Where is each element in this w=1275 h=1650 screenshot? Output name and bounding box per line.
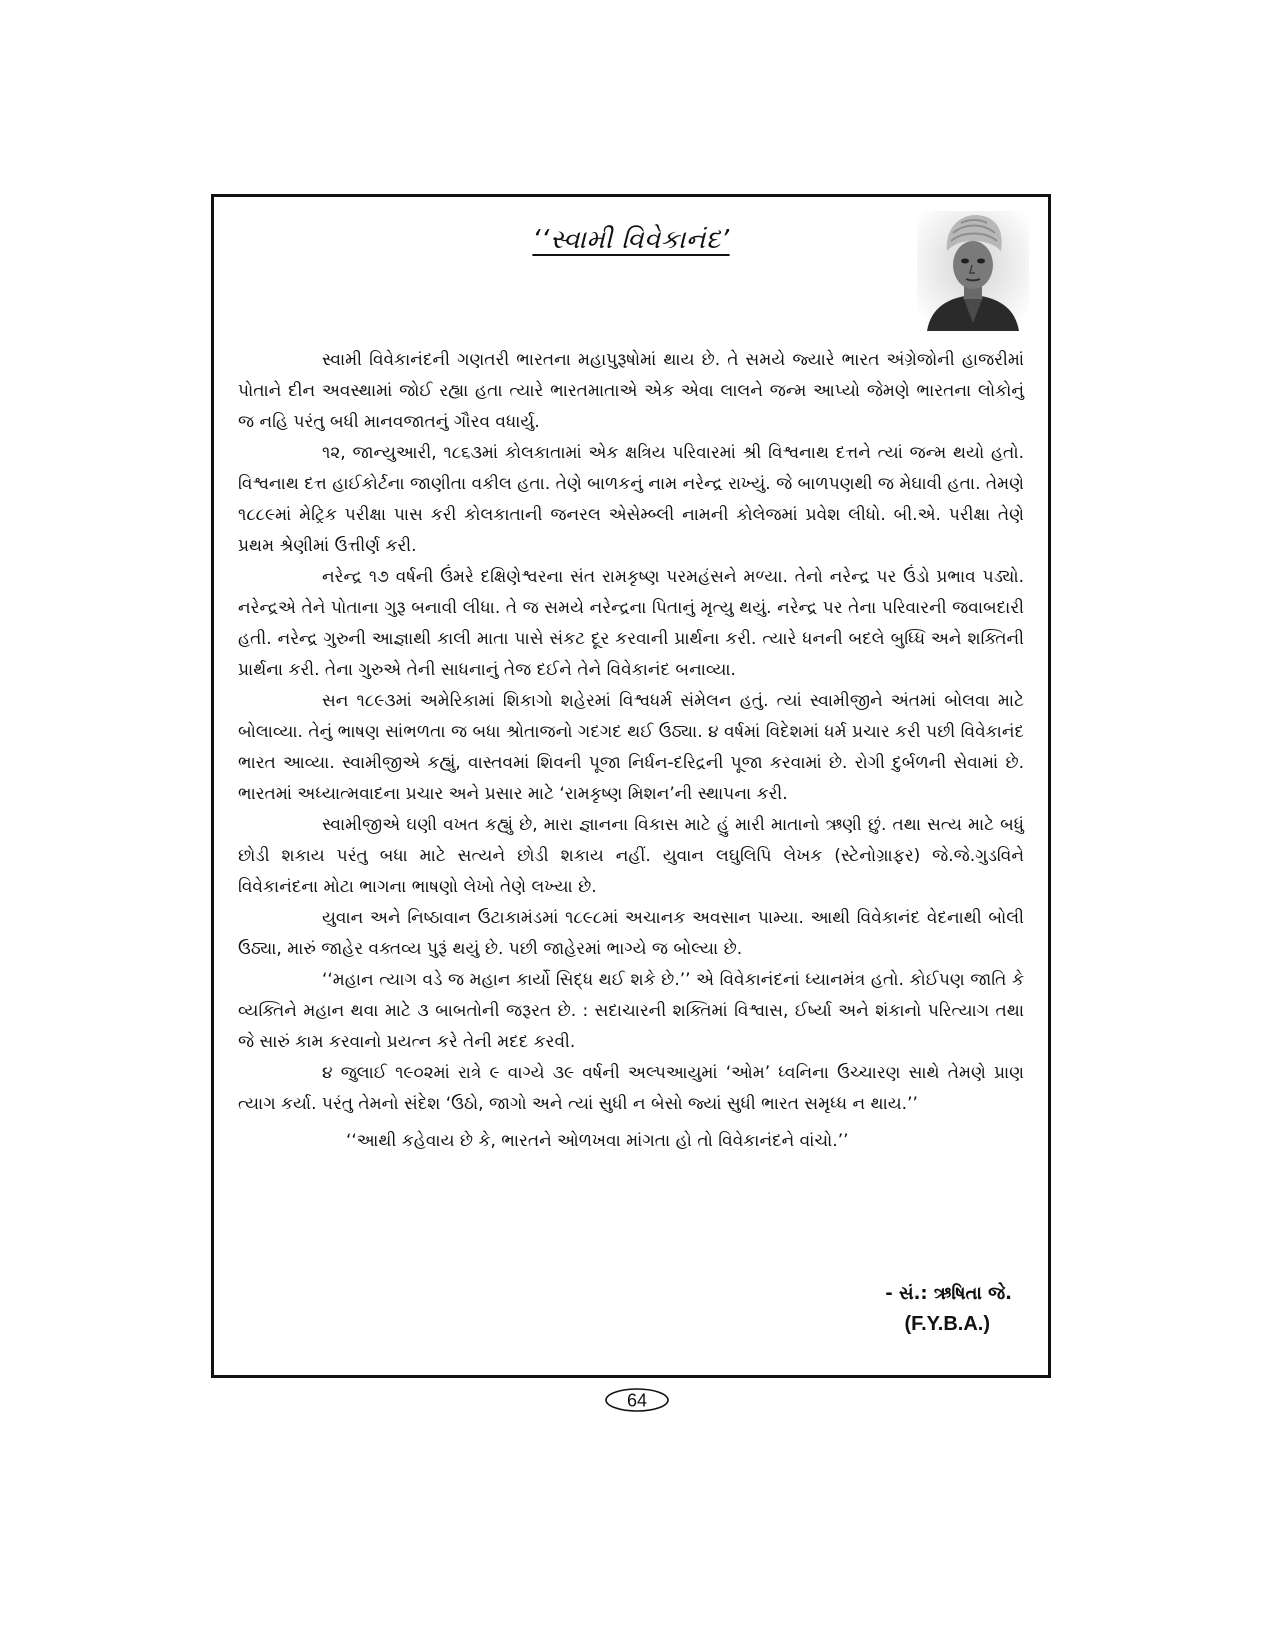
author-name: - સં.: ઋષિતા જે. [885, 1283, 1012, 1304]
author-class: (F.Y.B.A.) [904, 1313, 990, 1335]
page-number-text: 64 [626, 1390, 648, 1411]
paragraph: નરેન્દ્ર ૧૭ વર્ષની ઉંમરે દક્ષિણેશ્વરના સંત રામકૃષ્ણ પરમહંસને મળ્યા. તેનો નરેન્દ્ર પર ઉંડો પ્રભાવ પડ્યો. નરેન્દ્રએ તેને પોતાના ગુરૂ બનાવી લીધા. તે જ સમયે નરેન્દ્રના પિતાનું મૃત્યુ થયું. નરેન્દ્ર પર તેના પરિવારની જવાબદારી હતી. નરેન્દ્ર ગુરુની આજ્ઞાથી કાલી માતા પાસે સંકટ દૂર કરવાની પ્રાર્થના કરી. ત્યારે ધનની બદલે બુધ્ધિ અને શક્તિની પ્રાર્થના કરી. તેના ગુરુએ તેની સાધનાનું તેજ દઈને તેને વિવેકાનંદ બનાવ્યા. [238, 567, 1024, 680]
paragraph: સ્વામીજીએ ઘણી વખત કહ્યું છે, મારા જ્ઞાનના વિકાસ માટે હું મારી માતાનો ઋણી છું. તથા સત્ય માટે બધું છોડી શકાય પરંતુ બધા માટે સત્યને છોડી શકાય નહીં. યુવાન લઘુલિપિ લેખક (સ્ટેનોગ્રાફર) જે.જે.ગુડવિને વિવેકાનંદના મોટા ભાગના ભાષણો લેખો તેણે લખ્યા છે. [238, 815, 1024, 897]
article-body [238, 345, 1024, 1157]
page-title: ‘‘સ્વામી વિવેકાનંદ’ [532, 225, 730, 255]
paragraph: ૪ જુલાઈ ૧૯૦૨માં રાત્રે ૯ વાગ્યે ૩૯ વર્ષની અલ્પઆયુમાં ‘ઓમ’ ધ્વનિના ઉચ્ચારણ સાથે તેમણે પ્રાણ ત્યાગ કર્યા. પરંતુ તેમનો સંદેશ ‘ઉઠો, જાગો અને ત્યાં સુધી ન બેસો જ્યાં સુધી ભારત સમૃધ્ધ ન થાય.’’ [238, 1063, 1024, 1114]
author-signature [885, 1279, 1012, 1339]
paragraph: સન ૧૮૯૩માં અમેરિકામાં શિકાગો શહેરમાં વિશ્વધર્મ સંમેલન હતું. ત્યાં સ્વામીજીને અંતમાં બોલવા માટે બોલાવ્યા. તેનું ભાષણ સાંભળતા જ બધા શ્રોતાજનો ગદગદ થઈ ઉઠ્યા. ૪ વર્ષમાં વિદેશમાં ધર્મ પ્રચાર કરી પછી વિવેકાનંદ ભારત આવ્યા. સ્વામીજીએ કહ્યું, વાસ્તવમાં શિવની પૂજા નિર્ધન-દરિદ્રની પૂજા કરવામાં છે. રોગી દુર્બળની સેવામાં છે. ભારતમાં અધ્યાત્મવાદના પ્રચાર અને પ્રસાર માટે ‘રામકૃષ્ણ મિશન’ની સ્થાપના કરી. [238, 691, 1024, 804]
page-number [603, 1386, 671, 1414]
portrait-photo-icon [917, 211, 1029, 331]
paragraph: ‘‘મહાન ત્યાગ વડે જ મહાન કાર્યો સિદ્ધ થઈ શકે છે.’’ એ વિવેકાનંદનાં ધ્યાનમંત્ર હતો. કોઈપણ જાતિ કે વ્યક્તિને મહાન થવા માટે ૩ બાબતોની જરૂરત છે. : સદાચારની શક્તિમાં વિશ્વાસ, ઈર્ષ્યા અને શંકાનો પરિત્યાગ તથા જે સારું કામ કરવાનો પ્રયત્ન કરે તેની મદદ કરવી. [238, 970, 1024, 1052]
paragraph: સ્વામી વિવેકાનંદની ગણતરી ભારતના મહાપુરૂષોમાં થાય છે. તે સમયે જ્યારે ભારત અંગ્રેજોની હાજરીમાં પોતાને દીન અવસ્થામાં જોઈ રહ્યા હતા ત્યારે ભારતમાતાએ એક એવા લાલને જન્મ આપ્યો જેમણે ભારતના લોકોનું જ નહિ પરંતુ બધી માનવજાતનું ગૌરવ વધાર્યુ. [238, 350, 1024, 432]
closing-quote: ‘‘આથી કહેવાય છે કે, ભારતને ઓળખવા માંગતા હો તો વિવેકાનંદને વાંચો.’’ [346, 1131, 849, 1151]
paragraph: ૧૨, જાન્યુઆરી, ૧૮૬૩માં કોલકાતામાં એક ક્ષત્રિય પરિવારમાં શ્રી વિશ્વનાથ દત્તને ત્યાં જન્મ થયો હતો. વિશ્વનાથ દત્ત હાઈકોર્ટના જાણીતા વકીલ હતા. તેણે બાળકનું નામ નરેન્દ્ર રાખ્યું. જે બાળપણથી જ મેઘાવી હતા. તેમણે ૧૮૮૯માં મેટ્રિક પરીક્ષા પાસ કરી કોલકાતાની જનરલ એસેમ્બ્લી નામની કોલેજમાં પ્રવેશ લીધો. બી.એ. પરીક્ષા તેણે પ્રથમ શ્રેણીમાં ઉત્તીર્ણ કરી. [238, 443, 1024, 556]
article-frame [211, 194, 1051, 1378]
paragraph: યુવાન અને નિષ્ઠાવાન ઉટાકામંડમાં ૧૮૯૮માં અચાનક અવસાન પામ્યા. આથી વિવેકાનંદ વેદનાથી બોલી ઉઠ્યા, મારું જાહેર વક્તવ્ય પુરૂં થયું છે. પછી જાહેરમાં ભાગ્યે જ બોલ્યા છે. [238, 908, 1024, 959]
